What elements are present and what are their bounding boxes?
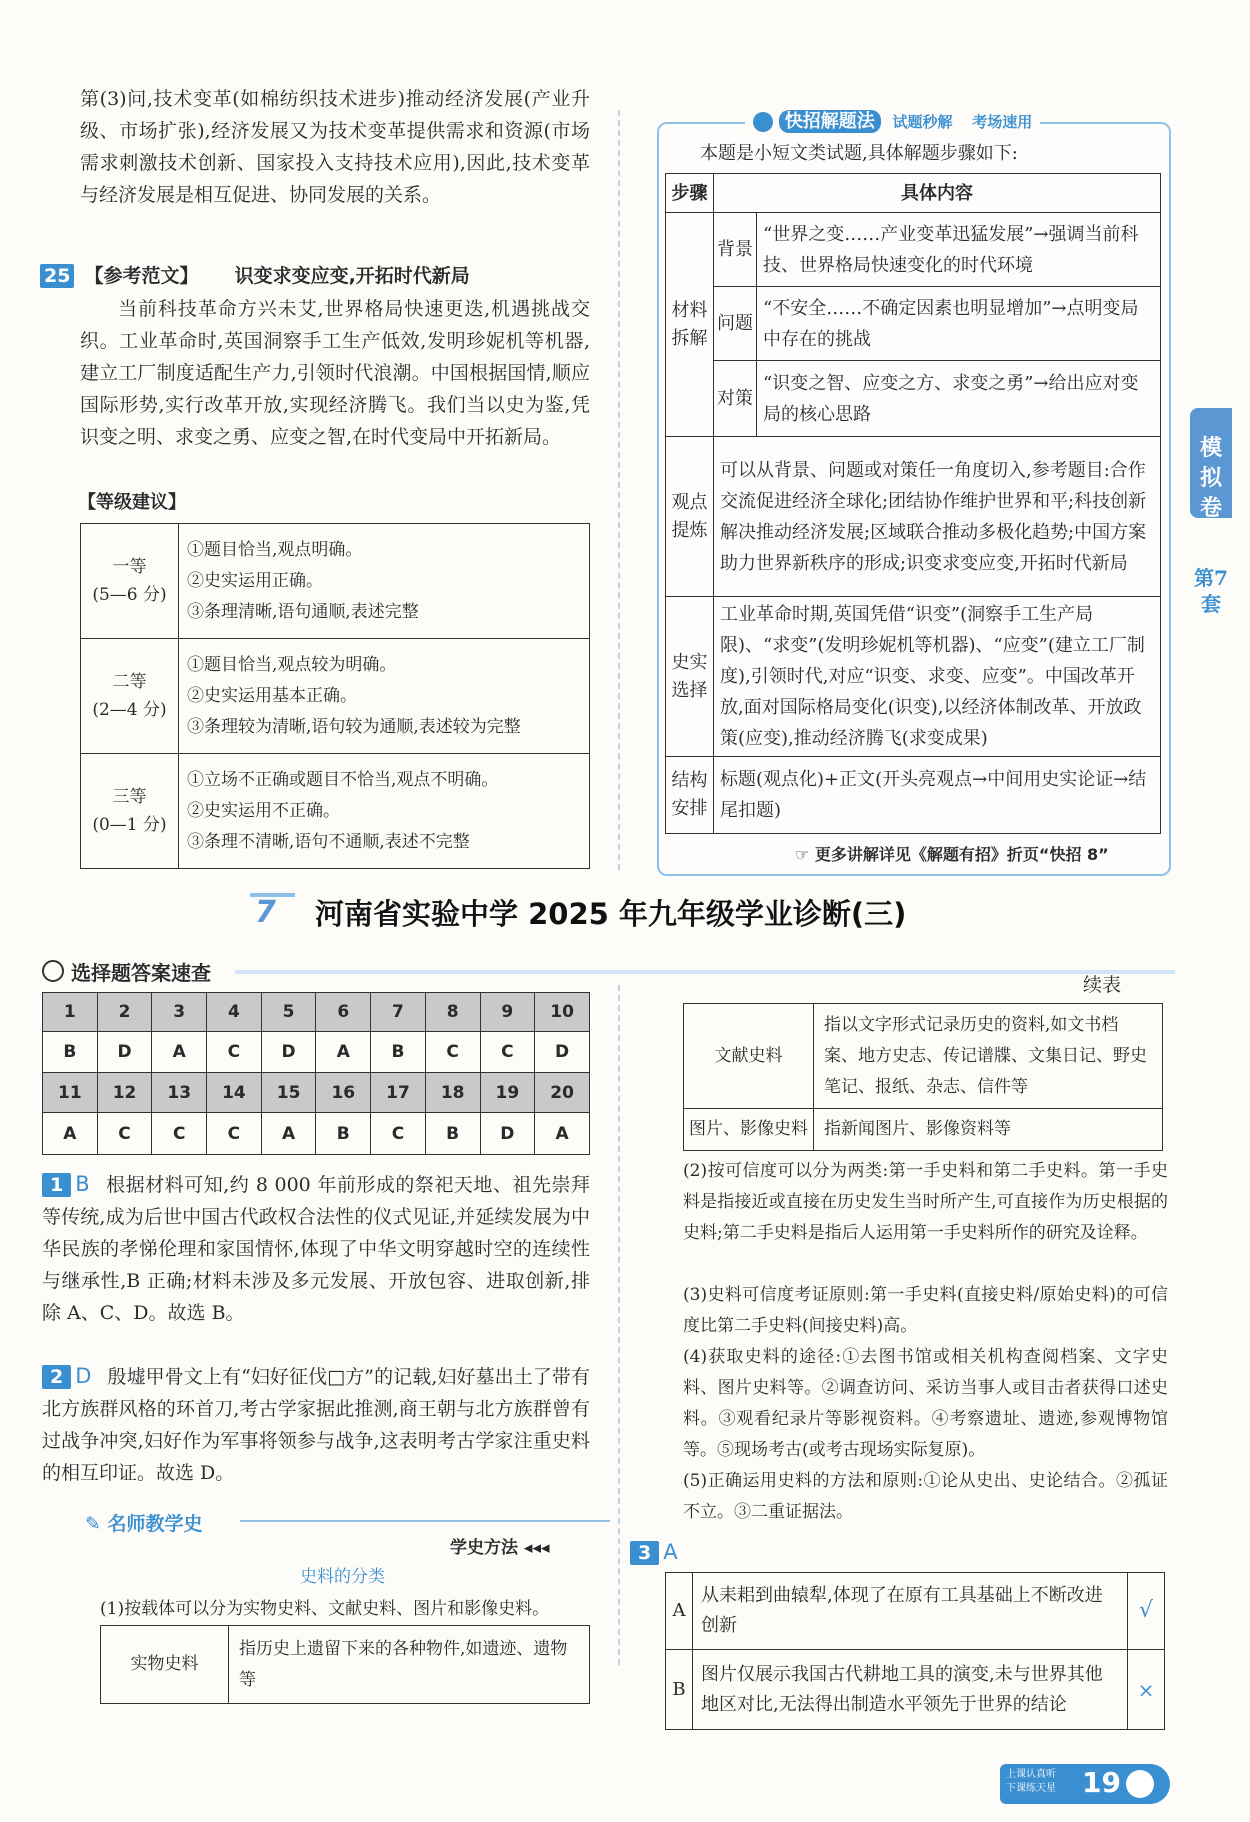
side-tab-mock-exam: 模拟卷 xyxy=(1190,408,1232,518)
answer-letter: A xyxy=(535,1113,590,1155)
answer-num: 19 xyxy=(480,1073,535,1113)
source-type-desc: 指历史上遗留下来的各种物件,如遗迹、遗物等 xyxy=(229,1626,590,1704)
answer-num: 10 xyxy=(535,993,590,1032)
lightbulb-icon xyxy=(753,112,773,132)
section-number: 7 xyxy=(255,895,276,930)
grade-name: 三等 xyxy=(112,787,147,807)
step-text: 可以从背景、问题或对策任一角度切入,参考题目:合作交流促进经济全球化;团结协作维护世界和平;科技创新解决推动经济发展;区域联合推动多极化趋势;中国方案助力世界新秩序的形成;识变求变应变,开拓时代新局 xyxy=(714,437,1161,597)
source-type-desc: 指新闻图片、影像资料等 xyxy=(814,1109,1163,1151)
grade-name: 一等 xyxy=(112,557,147,577)
grade-item: ①题目恰当,观点较为明确。 xyxy=(187,654,397,675)
target-icon xyxy=(42,960,64,982)
answer-letter: D xyxy=(480,1113,535,1155)
quick-row-facts xyxy=(666,597,1161,757)
quick-method-table xyxy=(665,173,1161,834)
answer-letter: B xyxy=(371,1032,426,1073)
source-type-name: 文献史料 xyxy=(684,1004,814,1109)
step-viewpoint: 观点提炼 xyxy=(666,437,714,597)
step-text: “识变之智、应变之方、求变之勇”→给出应对变局的核心思路 xyxy=(757,361,1161,437)
answer-num: 5 xyxy=(261,993,316,1032)
footer-slogan-2: 下课练天星 xyxy=(1006,1783,1056,1794)
answer-letter: C xyxy=(152,1113,207,1155)
book-icon: ✎ xyxy=(85,1513,101,1535)
grade-row-1 xyxy=(81,524,590,639)
grade-item: ②史实运用不正确。 xyxy=(187,800,340,821)
teach-p4: (4)获取史料的途径:①去图书馆或相关机构查阅档案、文字史料、图片史料等。②调查访问、采访当事人或目击者获得口述史料。③观看纪录片等影视资料。④考察遗址、遗迹,参观博物馆等。⑤现场考古(或考古现场实际复原)。 xyxy=(683,1347,1168,1460)
q25-number: 25 xyxy=(40,264,74,288)
answers-rule xyxy=(235,970,1175,974)
answer-letter: D xyxy=(97,1032,152,1073)
teach-p1: (1)按载体可以分为实物史料、文献史料、图片和影像史料。 xyxy=(100,1599,550,1619)
pointing-hand-icon: ☞ xyxy=(795,845,810,864)
sub-step: 对策 xyxy=(714,361,757,437)
continued-label: 续表 xyxy=(1083,974,1122,996)
answer-num: 15 xyxy=(261,1073,316,1113)
q3-option-table xyxy=(665,1572,1165,1730)
answer-num: 3 xyxy=(152,993,207,1032)
teach-header xyxy=(85,1509,203,1536)
answer-num: 1 xyxy=(43,993,98,1032)
option-letter: A xyxy=(666,1573,693,1650)
quick-intro: 本题是小短文类试题,具体解题步骤如下: xyxy=(700,143,1018,164)
answer-num: 6 xyxy=(316,993,371,1032)
answer-letter: C xyxy=(371,1113,426,1155)
grade-item: ③条理清晰,语句通顺,表述完整 xyxy=(187,601,419,622)
q25-essay: 当前科技革命方兴未艾,世界格局快速更迭,机遇挑战交织。工业革命时,英国洞察手工生产低效,发明珍妮机等机器,建立工厂制度适配生产力,引领时代浪潮。中国根据国情,顺应国际形势,实行改革开放,实现经济腾飞。我们当以史为鉴,凭识变之明、求变之勇、应变之智,在时代变局中开拓新局。 xyxy=(80,298,590,448)
answer-letter: B xyxy=(316,1113,371,1155)
answer-num: 20 xyxy=(535,1073,590,1113)
page-number: 19 xyxy=(1082,1766,1121,1799)
answer-letter: C xyxy=(425,1032,480,1073)
answer-letter: A xyxy=(261,1113,316,1155)
quick-footer-text: 更多讲解详见《解题有招》折页“快招 8” xyxy=(814,845,1109,864)
answer-num: 13 xyxy=(152,1073,207,1113)
source-type-name: 实物史料 xyxy=(101,1626,229,1704)
quick-tag-1: 试题秒解 xyxy=(892,113,953,131)
grade-row-3 xyxy=(81,754,590,869)
q3-answer: A xyxy=(663,1540,678,1564)
option-text: 从耒耜到曲辕犁,体现了在原有工具基础上不断改进创新 xyxy=(693,1573,1128,1650)
column-divider-top xyxy=(618,110,620,870)
quick-row-countermeasure xyxy=(666,361,1161,437)
source-type-table-part2 xyxy=(683,1003,1163,1151)
q3-row-a xyxy=(666,1573,1165,1650)
teach-title: 名师教学史 xyxy=(107,1513,203,1535)
col-content: 具体内容 xyxy=(714,174,1161,213)
method-label: 学史方法 xyxy=(450,1538,518,1558)
quick-row-problem xyxy=(666,287,1161,361)
quick-table-header xyxy=(666,174,1161,213)
teach-subtitle: 史料的分类 xyxy=(300,1567,385,1587)
answer-num: 17 xyxy=(371,1073,426,1113)
answer-letters-row-1 xyxy=(43,1032,590,1073)
quick-row-background xyxy=(666,213,1161,287)
grade-item: ①题目恰当,观点明确。 xyxy=(187,539,363,560)
step-structure: 结构安排 xyxy=(666,757,714,834)
quick-row-structure xyxy=(666,757,1161,834)
sub-step: 背景 xyxy=(714,213,757,287)
footer-badge xyxy=(1000,1764,1170,1804)
answers-title: 选择题答案速查 xyxy=(70,961,211,985)
answer-num: 8 xyxy=(425,993,480,1032)
side-tab-set: 第7套 xyxy=(1194,566,1228,616)
q2-text: 殷墟甲骨文上有“妇好征伐□方”的记载,妇好墓出土了带有北方族群风格的环首刀,考古学家据此推测,商王朝与北方族群曾有过战争冲突,妇好作为军事将领参与战争,这表明考古学家注重史料的相互印证。故选 D。 xyxy=(42,1366,590,1484)
cross-icon: × xyxy=(1128,1650,1165,1730)
step-text: “世界之变……产业变革迅猛发展”→强调当前科技、世界格局快速变化的时代环境 xyxy=(757,213,1161,287)
q2-number: 2 xyxy=(42,1365,71,1389)
quick-tag-2: 考场速用 xyxy=(972,113,1033,131)
answer-letters-row-2 xyxy=(43,1113,590,1155)
q3-heading xyxy=(630,1540,686,1565)
answer-letter: A xyxy=(316,1032,371,1073)
answer-num: 2 xyxy=(97,993,152,1032)
teach-p3: (3)史料可信度考证原则:第一手史料(直接史料/原始史料)的可信度比第二手史料(间接史料)高。 xyxy=(683,1285,1168,1336)
grade-table xyxy=(80,523,590,869)
q1-number: 1 xyxy=(42,1173,71,1197)
grade-score: (5—6 分) xyxy=(92,585,167,605)
answer-letter: D xyxy=(261,1032,316,1073)
q1-answer: B xyxy=(75,1172,90,1196)
option-letter: B xyxy=(666,1650,693,1730)
answer-letter: B xyxy=(43,1032,98,1073)
grade-item: ①立场不正确或题目不恰当,观点不明确。 xyxy=(187,769,499,790)
grade-title: 【等级建议】 xyxy=(78,492,186,513)
answer-num: 11 xyxy=(43,1073,98,1113)
section-title: 河南省实验中学 2025 年九年级学业诊断(三) xyxy=(315,897,907,931)
answer-letter: C xyxy=(97,1113,152,1155)
q2-analysis xyxy=(42,1360,590,1489)
q25-essay-title: 识变求变应变,开拓时代新局 xyxy=(234,265,470,287)
source-type-name: 图片、影像史料 xyxy=(684,1109,814,1151)
step-facts: 史实选择 xyxy=(666,597,714,757)
footer-slogan-1: 上课认真听 xyxy=(1006,1769,1056,1780)
answer-letter: A xyxy=(152,1032,207,1073)
grade-item: ③条理不清晰,语句不通顺,表述不完整 xyxy=(187,831,470,852)
answer-num: 16 xyxy=(316,1073,371,1113)
grade-item: ②史实运用基本正确。 xyxy=(187,685,357,706)
step-text: “不安全……不确定因素也明显增加”→点明变局中存在的挑战 xyxy=(757,287,1161,361)
answer-letter: A xyxy=(43,1113,98,1155)
teach-p2: (2)按可信度可以分为两类:第一手史料和第二手史料。第一手史料是指接近或直接在历史发生当时所产生,可直接作为历史根据的史料;第二手史料是指后人运用第一手史料所作的研究及诠释。 xyxy=(683,1161,1168,1243)
q24-analysis-paragraph: 第(3)问,技术变革(如棉纺织技术进步)推动经济发展(产业升级、市场扩张),经济发展又为技术变革提供需求和资源(市场需求刺激技术创新、国家投入支持技术应用),因此,技术变革与经济发展是相互促进、协同发展的关系。 xyxy=(80,88,590,206)
step-material: 材料拆解 xyxy=(666,213,714,437)
q25-heading xyxy=(40,262,600,290)
answer-num: 4 xyxy=(207,993,262,1032)
q25-label: 【参考范文】 xyxy=(84,265,199,287)
quick-footer xyxy=(795,842,1109,865)
step-text: 工业革命时期,英国凭借“识变”(洞察手工生产局限)、“求变”(发明珍妮机等机器)、“应变”(建立工厂制度),引领时代,对应“识变、求变、应变”。中国改革开放,面对国际格局变化(识变),以经济体制改革、开放政策(应变),推动经济腾飞(求变成果) xyxy=(714,597,1161,757)
answer-letter: B xyxy=(425,1113,480,1155)
teach-method xyxy=(450,1533,550,1558)
q1-text: 根据材料可知,约 8 000 年前形成的祭祀天地、祖先崇拜等传统,成为后世中国古代政权合法性的仪式见证,并延续发展为中华民族的孝悌伦理和家国情怀,体现了中华文明穿越时空的连续性与继承性,B 正确;材料未涉及多元发展、开放包容、进取创新,排除 A、C、D。故选 B。 xyxy=(42,1174,590,1324)
answers-header xyxy=(42,957,211,986)
q1-analysis xyxy=(42,1168,590,1329)
quick-method-title: 快招解题法 xyxy=(779,110,881,133)
grade-name: 二等 xyxy=(112,672,147,692)
answer-num: 12 xyxy=(97,1073,152,1113)
q3-number: 3 xyxy=(630,1541,659,1565)
source-type-desc: 指以文字形式记录历史的资料,如文书档案、地方史志、传记谱牒、文集日记、野史笔记、报纸、杂志、信件等 xyxy=(814,1004,1163,1109)
grade-item: ③条理较为清晰,语句较为通顺,表述较为完整 xyxy=(187,716,521,737)
answer-letter: C xyxy=(207,1113,262,1155)
answer-nums-row-1 xyxy=(43,993,590,1032)
mascot-icon xyxy=(1126,1770,1154,1798)
answer-letter: C xyxy=(207,1032,262,1073)
answer-num: 7 xyxy=(371,993,426,1032)
answer-nums-row-2 xyxy=(43,1073,590,1113)
grade-score: (0—1 分) xyxy=(92,815,167,835)
step-text: 标题(观点化)+正文(开头亮观点→中间用史实论证→结尾扣题) xyxy=(714,757,1161,834)
check-icon: √ xyxy=(1128,1573,1165,1650)
column-divider-bottom xyxy=(618,985,620,1665)
answer-letter: C xyxy=(480,1032,535,1073)
answer-letter: D xyxy=(535,1032,590,1073)
teach-p5: (5)正确运用史料的方法和原则:①论从史出、史论结合。②孤证不立。③二重证据法。 xyxy=(683,1471,1168,1522)
row-document-sources xyxy=(684,1004,1163,1109)
source-type-table-part1 xyxy=(100,1625,590,1704)
quick-method-header xyxy=(745,108,1040,136)
answer-num: 14 xyxy=(207,1073,262,1113)
q3-row-b xyxy=(666,1650,1165,1730)
q2-answer: D xyxy=(75,1364,92,1388)
arrow-icon: ◂◂◂ xyxy=(523,1538,550,1558)
row-physical-sources xyxy=(101,1626,590,1704)
grade-score: (2—4 分) xyxy=(92,700,167,720)
answer-num: 9 xyxy=(480,993,535,1032)
row-image-sources xyxy=(684,1109,1163,1151)
grade-item: ②史实运用正确。 xyxy=(187,570,323,591)
grade-row-2 xyxy=(81,639,590,754)
answer-num: 18 xyxy=(425,1073,480,1113)
answer-table xyxy=(42,992,590,1155)
quick-row-viewpoint xyxy=(666,437,1161,597)
sub-step: 问题 xyxy=(714,287,757,361)
teach-rule xyxy=(240,1520,610,1522)
col-step: 步骤 xyxy=(666,174,714,213)
option-text: 图片仅展示我国古代耕地工具的演变,未与世界其他地区对比,无法得出制造水平领先于世界的结论 xyxy=(693,1650,1128,1730)
